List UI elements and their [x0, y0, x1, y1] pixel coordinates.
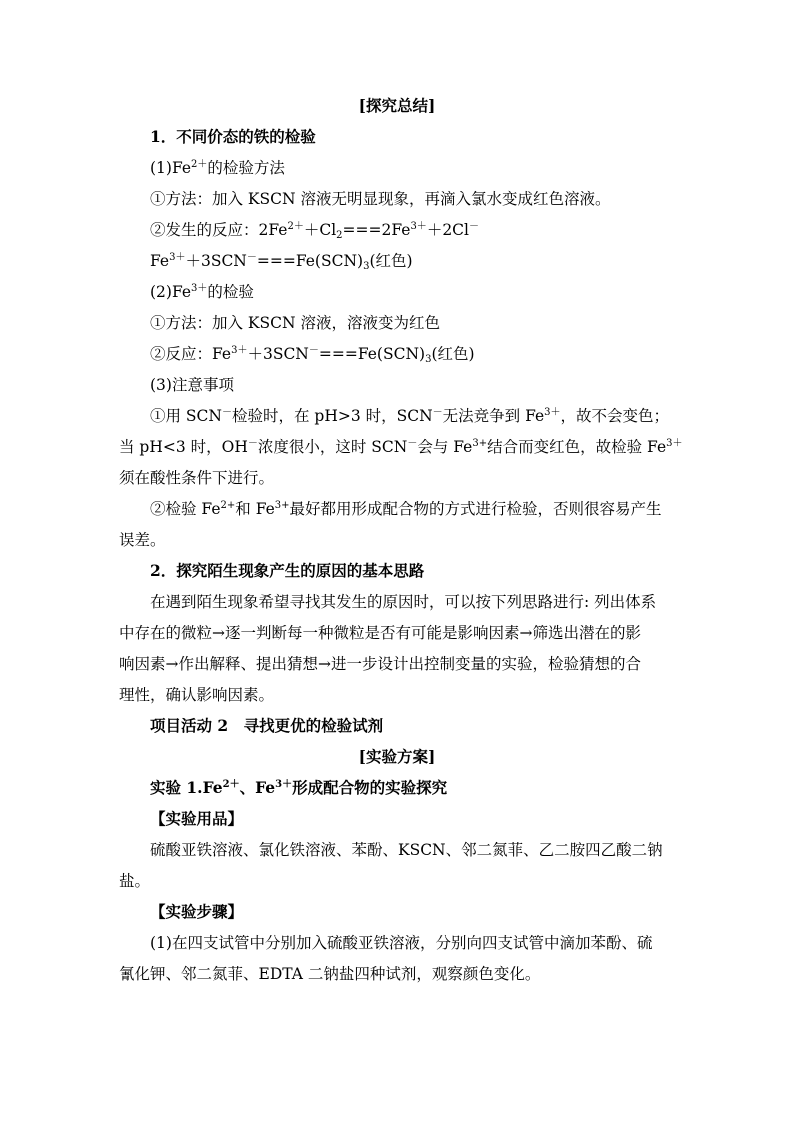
section-2-line-2: 中存在的微粒→逐一判断每一种微粒是否有可能是影响因素→筛选出潜在的影: [119, 624, 641, 642]
steps-line-2: 氰化钾、邻二氮菲、EDTA 二钠盐四种试剂，观察颜色变化。: [119, 965, 541, 983]
fe2-reaction-1: ②发生的反应：$2Fe^{2+}+Cl_2===2Fe^{3+}+2Cl^-$: [150, 221, 479, 241]
steps-title: 【实验步骤】: [150, 902, 244, 921]
fe2-test-method: ①方法：加入 KSCN 溶液无明显现象，再滴入氯水变成红色溶液。: [150, 190, 611, 208]
section-2-line-1: 在遇到陌生现象希望寻找其发生的原因时，可以按下列思路进行: 列出体系: [150, 593, 657, 611]
fe3-test-title: $(2)Fe^{3+}$的检验: [150, 283, 254, 301]
supplies-line-1: 硫酸亚铁溶液、氯化铁溶液、苯酚、KSCN、邻二氮菲、乙二胺四乙酸二钠: [150, 841, 663, 859]
section-1-title: 1．不同价态的铁的检验: [150, 127, 316, 146]
fe3-test-method: ①方法：加入 KSCN 溶液，溶液变为红色: [150, 314, 440, 332]
supplies-title: 【实验用品】: [150, 809, 244, 828]
section-2-line-3: 响因素→作出解释、提出猜想→进一步设计出控制变量的实验，检验猜想的合: [119, 655, 641, 673]
heading-plan: [实验方案]: [358, 747, 436, 766]
notes-line-5: 误差。: [119, 531, 166, 549]
fe2-test-title: $(1)Fe^{2+}$的检验方法: [150, 159, 285, 177]
fe2-reaction-2: $Fe^{3+}+3SCN^-===Fe(SCN)_3$(红色): [150, 252, 413, 272]
notes-line-4: ②检验 $Fe^{2+}$和 $Fe^{3+}$最好都用形成配合物的方式进行检验，否则很容易产生: [150, 500, 662, 518]
activity-title: 项目活动 2 寻找更优的检验试剂: [150, 716, 384, 735]
notes-line-3: 须在酸性条件下进行。: [119, 469, 275, 487]
section-2-line-4: 理性，确认影响因素。: [119, 686, 275, 704]
notes-title: (3)注意事项: [150, 376, 234, 394]
steps-line-1: (1)在四支试管中分别加入硫酸亚铁溶液，分别向四支试管中滴加苯酚、硫: [150, 934, 653, 952]
experiment-1-title: 实验 $1.Fe^{2+}$、$Fe^{3+}$形成配合物的实验探究: [150, 778, 448, 797]
heading-summary: [探究总结]: [358, 96, 436, 115]
fe3-reaction: ②反应：$Fe^{3+}+3SCN^-===Fe(SCN)_3$(红色): [150, 345, 475, 365]
supplies-line-2: 盐。: [119, 872, 151, 890]
notes-line-2: 当 pH<3 时，OH－浓度很小，这时 SCN－会与 $Fe^{3+}$结合而变红色，故检验 $Fe^{3+}$: [119, 438, 683, 456]
notes-line-1: ①用 SCN－检验时，在 pH>3 时，SCN－无法竞争到 $Fe^{3+}$，故不会变色；: [150, 407, 670, 425]
section-2-title: 2．探究陌生现象产生的原因的基本思路: [150, 561, 425, 580]
